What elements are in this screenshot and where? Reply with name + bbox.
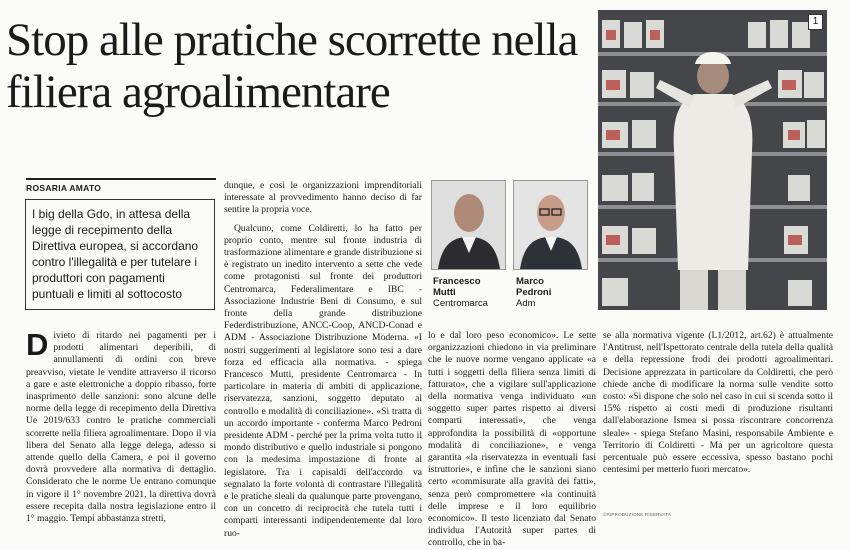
person-name: Francesco (433, 276, 481, 287)
person-surname: Pedroni (516, 287, 552, 298)
column-2-para-1: dunque, e così le organizzazioni imprenditoriali interessate al provvedimento hanno deciso di far sentire la propria voce. (224, 180, 422, 216)
text-column-3: lo e dal loro peso economico». Le sette organizzazioni chiedono in via preliminare che le nuove norme vengano applicate «a tutti i soggetti della filiera senza limiti di fatturato», che a vigilare sull'applicazione della normativa venga individuato «un soggetto super partes rispetto ai diversi comparti interessati», che venga approfondita la possibilità di «opportune modalità di conciliazione», e venga garantita «la riservatezza in eventuali fasi istruttorie», e infine che le sanzioni siano certo «commisurate alla gravità dei fatti», senza però compromettere «la continuità delle imprese e il loro equilibrio economico». Il testo licenziato dal Senato individua l'Autorità super partes di controllo, che in ba- (428, 330, 596, 549)
copyright-notice: ©RIPRODUZIONE RISERVATA (603, 512, 672, 517)
text-column-1 (26, 327, 216, 525)
person-role: Centromarca (433, 298, 488, 309)
column-2-para-2: Qualcuno, come Coldiretti, lo ha fatto per proprio conto, mentre sul fronte industria di trasformazione alimentare e grande distribuzione si è registrato un inedito intervento a sette che vede come protagonisti sul fronte dei produttori Centromarca, Federalimentare e IBC - Associazione Industrie Beni di Consumo, e sul fronte della grande distribuzione Federdistribuzione, ANCC-Coop, ANCD-Conad e ADM - Associazione Distribuzione Moderna. «I nostri suggerimenti al legislatore sono tesi a dare forza ed efficacia alla normativa. - spiega Francesco Mutti, presidente Centromarca - In particolare in materia di ambiti di applicazione, riservatezza, sanzioni, soggetto deputato al controllo e modalità di conciliazione». «Si tratta di un accordo importante - conferma Marco Pedroni presidente ADM - perché per la prima volta tutto il mondo distributivo e quello industriale si pongono con la medesima impostazione di fronte al legislatore. Tra i capisaldi dell'accordo va segnalato la forte volontà di contrastare l'illegalità e le pratiche sleali da qualunque parte provengano, con un concetto di reciprocità che tutela tutti i comparti interessanti indipendentemente dal loro ruo- (224, 222, 422, 539)
byline: ROSARIA AMATO (26, 178, 216, 193)
person-role: Adm (516, 298, 536, 309)
portrait-caption-2 (516, 276, 588, 309)
text-column-4: se alla normativa vigente (L1/2012, art.62) è attualmente l'Antitrust, nell'Ispettorato centrale della tutela della qualità e della repressione frodi dei prodotti agroalimentari. Decisione apprezzata in particolare da Coldiretti, che però chiede anche di modificare la norma sulle vendite sotto costo: «Si dispone che solo nel caso in cui si scenda sotto il 15% rispetto ai costi medi di produzione risultanti dall'elaborazione Ismea si possa riscontrare concorrenza sleale» - spiega Stefano Masini, responsabile Ambiente e Territorio di Coldiretti - Ma per un agricoltore questa percentuale può essere eccessiva, spesso bastano pochi centesimi per metterlo fuori mercato». (603, 330, 833, 476)
person-surname: Mutti (433, 287, 456, 298)
portrait-francesco-mutti (431, 180, 506, 270)
drop-cap: D (26, 327, 49, 362)
supermarket-photo (598, 10, 827, 310)
column-1-text: ivieto di ritardo nei pagamenti per i prodotti alimentari deperibili, di annullamenti di ordini con breve preavviso, vietate le vendite attraverso il ricorso a gare e aste elettroniche a doppio ribasso, forte inasprimento delle sanzioni: sono alcune delle norme della legge di recepimento della Direttiva Ue 2019/633 contro le pratiche commerciali scorrette nella filiera agroalimentare. Dopo il via libera del Senato alla legge delega, adesso si attende quello della Camera, e poi il governo dovrà provvedere alla normativa di dettaglio. Considerato che le norme Ue entrano comunque in vigore il 1° novembre 2021, la direttiva dovrà essere recepita dalla nostra legislazione entro il 1° maggio. Tempi abbastanza stretti, (26, 330, 216, 525)
portrait-caption-1 (433, 276, 505, 309)
article-title: Stop alle pratiche scorrette nella filiera agroalimentare (6, 14, 578, 118)
summary-box: I big della Gdo, in attesa della legge di recepimento della Direttiva europea, si accordano contro l'illegalità e per tutelare i produttori con pagamenti puntuali e limiti al sottocosto (25, 199, 215, 310)
text-column-2 (224, 180, 422, 540)
person-name: Marco (516, 276, 544, 287)
photo-number-badge: 1 (808, 14, 823, 30)
portrait-marco-pedroni (513, 180, 588, 270)
